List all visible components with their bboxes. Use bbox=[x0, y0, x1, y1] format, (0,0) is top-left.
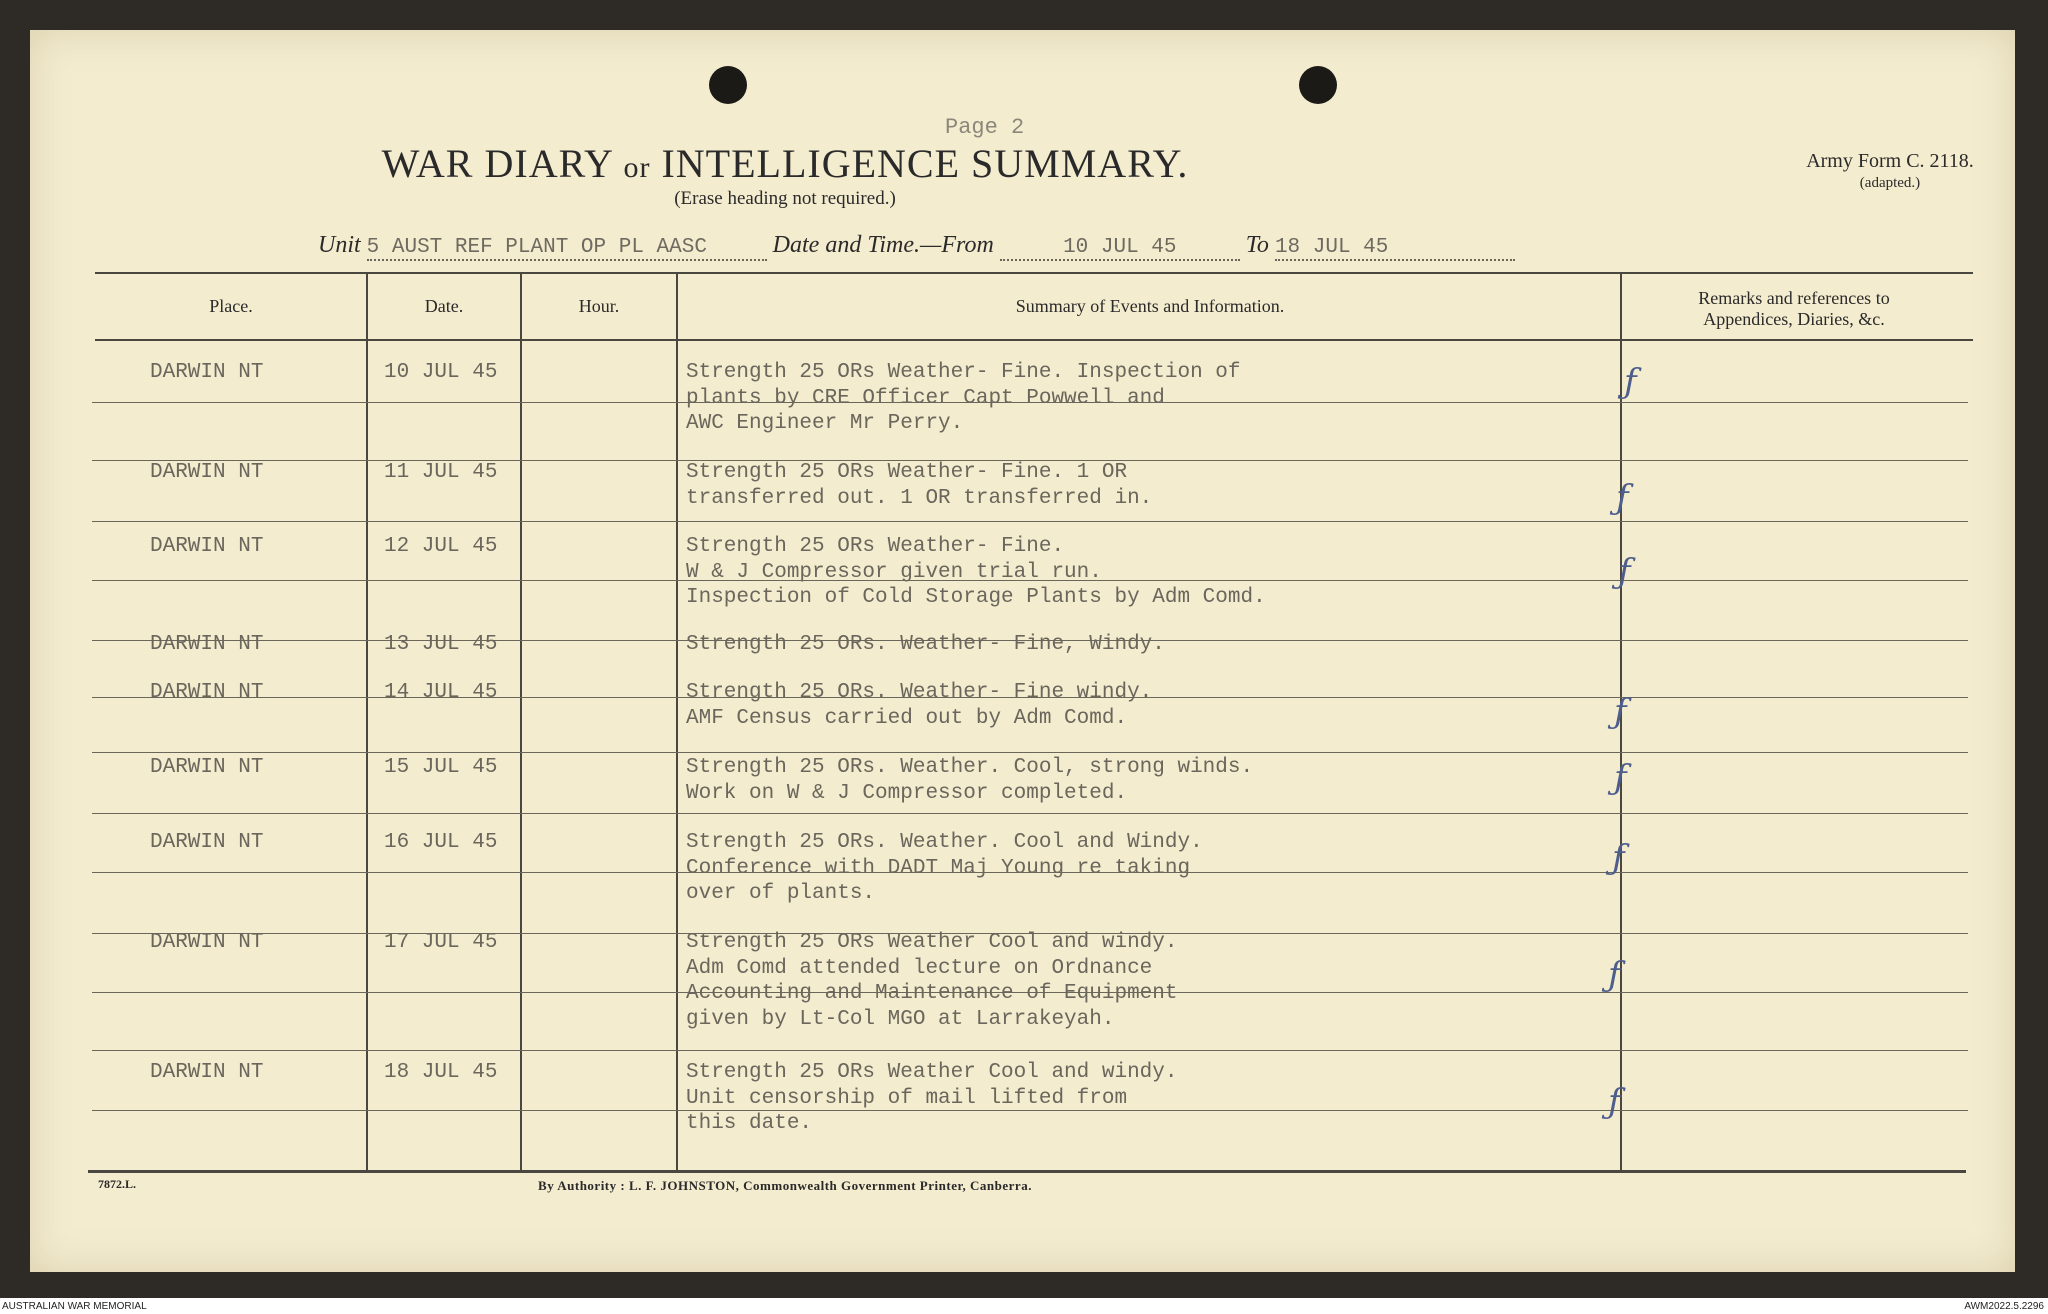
summary-cell: Strength 25 ORs Weather- Fine. 1 OR transferred out. 1 OR transferred in. bbox=[686, 461, 1153, 510]
place-cell: DARWIN NT bbox=[150, 681, 264, 704]
table-bottom-rule bbox=[88, 1170, 1966, 1173]
erase-note: (Erase heading not required.) bbox=[674, 188, 896, 209]
place-cell: DARWIN NT bbox=[150, 633, 264, 656]
date-time-label: Date and Time.—From bbox=[772, 232, 994, 258]
date-cell: 12 JUL 45 bbox=[384, 535, 498, 558]
printer-authority: By Authority : L. F. JOHNSTON, Commonwealth Government Printer, Canberra. bbox=[538, 1178, 1032, 1193]
date-cell: 16 JUL 45 bbox=[384, 831, 498, 854]
col-divider-date-hour bbox=[520, 272, 522, 1172]
place-cell: DARWIN NT bbox=[150, 535, 264, 558]
from-value: 10 JUL 45 bbox=[1063, 236, 1177, 259]
initial-mark: ƒ bbox=[1608, 955, 1621, 995]
ruled-line bbox=[92, 752, 1968, 753]
initial-mark: ƒ bbox=[1616, 478, 1629, 518]
date-cell: 11 JUL 45 bbox=[384, 461, 498, 484]
place-cell: DARWIN NT bbox=[150, 931, 264, 954]
punch-hole-left bbox=[709, 66, 747, 104]
place-cell: DARWIN NT bbox=[150, 831, 264, 854]
summary-cell: Strength 25 ORs Weather Cool and windy. Unit censorship of mail lifted from this date. bbox=[686, 1061, 1178, 1135]
summary-cell: Strength 25 ORs. Weather. Cool, strong winds. Work on W & J Compressor completed. bbox=[686, 756, 1254, 805]
header-bottom-rule bbox=[95, 339, 1973, 341]
initial-mark: ƒ bbox=[1618, 552, 1631, 592]
unit-value: 5 AUST REF PLANT OP PL AASC bbox=[366, 236, 707, 259]
summary-cell: Strength 25 ORs. Weather- Fine windy. AMF Census carried out by Adm Comd. bbox=[686, 681, 1153, 730]
header-summary: Summary of Events and Information. bbox=[1015, 296, 1285, 316]
date-cell: 14 JUL 45 bbox=[384, 681, 498, 704]
initial-mark: ƒ bbox=[1612, 838, 1625, 878]
place-cell: DARWIN NT bbox=[150, 1061, 264, 1084]
header-remarks-line-1: Remarks and references to bbox=[1698, 288, 1890, 308]
date-cell: 18 JUL 45 bbox=[384, 1061, 498, 1084]
initial-mark: ƒ bbox=[1608, 1082, 1621, 1122]
place-cell: DARWIN NT bbox=[150, 461, 264, 484]
summary-cell: Strength 25 ORs Weather Cool and windy. Adm Comd attended lecture on Ordnance Accounting and Maintenance of Equipment given by Lt-Col MGO at Larrakeyah. bbox=[686, 931, 1178, 1031]
army-form-adapted: (adapted.) bbox=[1859, 175, 1921, 191]
ruled-line bbox=[92, 813, 1968, 814]
date-cell: 17 JUL 45 bbox=[384, 931, 498, 954]
col-divider-place-date bbox=[366, 272, 368, 1172]
table-top-rule bbox=[95, 272, 1973, 274]
title-or: or bbox=[623, 151, 651, 184]
summary-cell: Strength 25 ORs Weather- Fine. W & J Compressor given trial run. Inspection of Cold Storage Plants by Adm Comd. bbox=[686, 535, 1266, 609]
date-cell: 10 JUL 45 bbox=[384, 361, 498, 384]
army-form-number: Army Form C. 2118. bbox=[1806, 150, 1974, 172]
ruled-line bbox=[92, 521, 1968, 522]
title-part-2: INTELLIGENCE SUMMARY. bbox=[661, 141, 1189, 186]
title-part-1: WAR DIARY bbox=[381, 141, 613, 186]
initial-mark: ƒ bbox=[1614, 758, 1627, 798]
place-cell: DARWIN NT bbox=[150, 361, 264, 384]
header-remarks-line-2: Appendices, Diaries, &c. bbox=[1703, 309, 1885, 329]
unit-line bbox=[318, 232, 1515, 261]
image-credit: AUSTRALIAN WAR MEMORIAL bbox=[2, 1301, 147, 1312]
header-hour: Hour. bbox=[578, 296, 620, 316]
to-value: 18 JUL 45 bbox=[1274, 236, 1389, 259]
army-form-label bbox=[1740, 150, 2040, 192]
header-place: Place. bbox=[209, 296, 253, 316]
col-divider-hour-summary bbox=[676, 272, 678, 1172]
date-cell: 15 JUL 45 bbox=[384, 756, 498, 779]
page-number: Page 2 bbox=[945, 115, 1025, 140]
summary-cell: Strength 25 ORs. Weather. Cool and Windy. Conference with DADT Maj Young re taking over of plants. bbox=[686, 831, 1203, 905]
image-reference: AWM2022.5.2296 bbox=[1964, 1301, 2044, 1312]
form-code: 7872.L. bbox=[98, 1177, 137, 1191]
summary-cell: Strength 25 ORs Weather- Fine. Inspection of plants by CRE Officer Capt Powwell and AWC Engineer Mr Perry. bbox=[686, 361, 1241, 435]
initial-mark: ƒ bbox=[1614, 692, 1627, 732]
ruled-line bbox=[92, 1050, 1968, 1051]
to-label: To bbox=[1245, 232, 1269, 258]
punch-hole-right bbox=[1299, 66, 1337, 104]
place-cell: DARWIN NT bbox=[150, 756, 264, 779]
header-date: Date. bbox=[424, 296, 464, 316]
summary-cell: Strength 25 ORs. Weather- Fine, Windy. bbox=[686, 633, 1165, 656]
page-title bbox=[0, 140, 1570, 187]
initial-mark: ƒ bbox=[1624, 362, 1637, 402]
date-cell: 13 JUL 45 bbox=[384, 633, 498, 656]
unit-label: Unit bbox=[318, 232, 361, 258]
header-remarks bbox=[1624, 288, 1964, 330]
